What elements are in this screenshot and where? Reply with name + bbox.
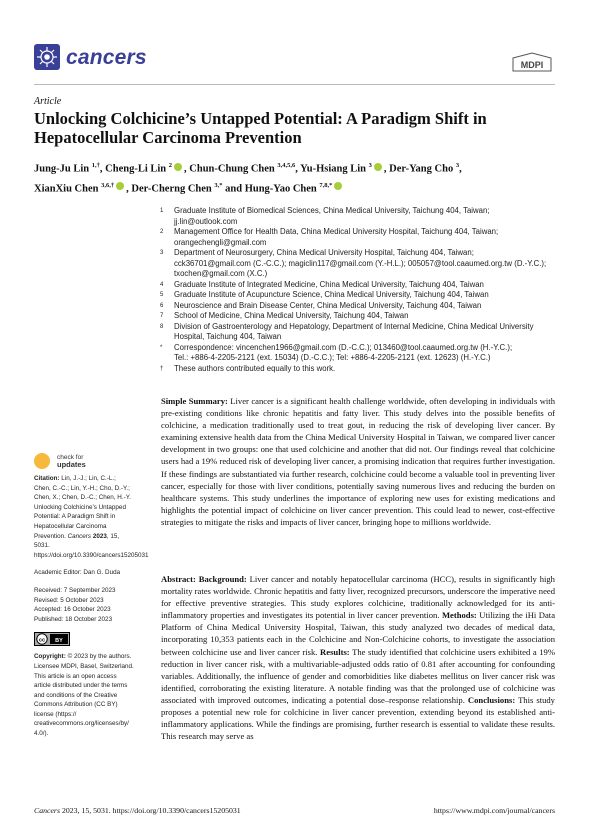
svg-text:cc: cc [38, 637, 46, 644]
author-separator: , [99, 163, 106, 175]
footer-journal-url[interactable]: https://www.mdpi.com/journal/cancers [433, 806, 555, 815]
orcid-icon[interactable] [174, 163, 182, 171]
affiliation-line: txochen@gmail.com (X.C.) [174, 269, 268, 278]
orcid-icon[interactable] [116, 182, 124, 190]
article-type: Article [34, 96, 62, 107]
author-name: Cheng-Li Lin [105, 163, 169, 175]
affiliation-line: Department of Neurosurgery, China Medical University Hospital, Taichung 404, Taiwan; [174, 248, 474, 257]
affiliation-item [160, 280, 555, 291]
citation-text: Lin, J.-J.; Lin, C.-L.; Chen, C.-C.; Lin, Y.-H.; Cho, D.-Y.; Chen, X.; Chen, D.-C.; Chen, H.-Y. Unlocking Colchicine’s Untapped Potential: A Paradigm Shift in Hepatocellular Carcinoma Prevention. [34, 475, 131, 540]
affiliation-number: 1 [160, 208, 164, 214]
author-name: Yu-Hsiang Lin [300, 163, 369, 175]
affiliation-number: 3 [160, 250, 164, 256]
affiliation-line: Division of Gastroenterology and Hepatology, Department of Internal Medicine, China Medical University [174, 321, 534, 331]
conclusions-label: Conclusions: [467, 694, 516, 705]
simple-summary-label: Simple Summary: [161, 396, 228, 406]
affiliation-line: Graduate Institute of Acupuncture Science, China Medical University, Taichung 404, Taiwan [174, 290, 489, 299]
conclusions-text: This study proposes a potential new role for colchicine in liver cancer prevention, extending beyond its established anti-inflammatory applications. While the findings are promising, further research is essential to validate these results. This research may serve as [161, 694, 555, 742]
academic-editor: Academic Editor: Dan G. Duda [34, 569, 121, 577]
author-name: Hung-Yao Chen [244, 183, 320, 194]
copyright-text: © 2023 by the authors. Licensee MDPI, Basel, Switzerland. This article is an open access article distributed under the terms and conditions of the Creative Commons Attribution (CC BY) license (https:// creativecommons.org/licenses/by/ 4.0/). [34, 653, 134, 738]
author-name: XianXiu Chen [34, 183, 102, 194]
affiliation-text [174, 290, 555, 301]
citation-label: Citation: [34, 475, 60, 482]
affiliation-item [160, 322, 555, 343]
affiliation-text [174, 343, 555, 364]
author-name: Der-Yang Cho [389, 163, 456, 175]
author-affiliation-marker: 7,8,* [319, 181, 333, 189]
simple-summary [161, 395, 555, 528]
author-name: Der-Cherng Chen [131, 183, 215, 194]
abstract [161, 573, 555, 742]
revised-date: Revised: 5 October 2023 [34, 596, 104, 604]
author-affiliation-marker: 2 [168, 162, 173, 169]
affiliation-item [160, 311, 555, 322]
affiliation-number: 4 [160, 281, 164, 288]
author-affiliation-marker: 3,6,† [101, 181, 115, 189]
affiliation-line: cck36701@gmail.com (C.-C.C.); magiclin117@gmail.com (Y.-H.L.); 005057@tool.caaumed.org.tw (D.-Y.C.); [174, 258, 547, 268]
affiliation-line: orangechengli@gmail.com [174, 237, 267, 247]
affiliation-number: * [160, 344, 163, 351]
accepted-date: Accepted: 16 October 2023 [34, 606, 111, 614]
author-name: Chun-Chung Chen [189, 163, 278, 175]
affiliation-number: 2 [160, 229, 164, 235]
affiliation-item [160, 248, 555, 280]
published-date: Published: 18 October 2023 [34, 615, 113, 623]
methods-label: Methods: [441, 610, 477, 621]
affiliation-text [174, 206, 555, 227]
check-for-updates-button[interactable] [34, 452, 114, 470]
citation-journal: Cancers [67, 532, 92, 540]
check-updates-line1: check for [57, 453, 84, 461]
header-divider [34, 84, 555, 85]
affiliation-item [160, 227, 555, 248]
affiliation-text [174, 364, 555, 375]
author-separator: , [295, 163, 301, 175]
simple-summary-text: Liver cancer is a significant health challenge worldwide, often developing in individuals with pre-existing conditions like chronic hepatitis and fatty liver. This study delves into the possible benefits of colchicine, a medication traditionally used to treat gout, in reducing the risk of developing liver cancer. By examining extensive health data from the China Medical University Hospital in Taiwan, we compared liver cancer development in two groups: one that used colchicine and another that did not. Our findings reveal that colchicine users had a 19% reduced risk of developing liver cancer, a promising indication that requires further investigation. If these findings are substantiated via further research, colchicine could become a valuable tool in preventing liver cancer, especially for those with liver conditions, potentially saving numerous lives and reducing the burden on healthcare systems. This study underlines the importance of exploring new uses for existing medications and highlights the potential impact of colchicine on liver cancer prevention. This could lead to newer, cost-effective strategies to mitigate the risks and impacts of liver cancer, bringing hope to millions worldwide. [161, 396, 555, 527]
citation-block [34, 474, 149, 560]
citation-tail[interactable]: , 15, 5031. https://doi.org/10.3390/cancers15205031 [34, 532, 149, 559]
author-affiliation-marker: 3,* [214, 181, 223, 189]
results-text: The study identified that colchicine users exhibited a 19% reduction in liver cancer risk, with a multivariable-adjusted odds ratio of 0.81 after accounting for confounding variables. Additionally, the influence of gender and comorbidities like diabetes mellitus on liver cancer risk was identified, corroborating the existing literature. A notable finding was that the prolonged use of colchicine was associated with improved outcomes, indicating a potential dose–response relationship. [161, 646, 555, 705]
affiliation-line: Hospital, Taichung 404, Taiwan [174, 332, 282, 341]
abstract-label: Abstract: [161, 574, 196, 584]
affiliation-line: Management Office for Health Data, China Medical University Hospital, Taichung 404, Taiwan; [174, 227, 499, 236]
affiliation-line: Graduate Institute of Integrated Medicine, China Medical University, Taichung 404, Taiwan [174, 279, 484, 289]
affiliation-line: These authors contributed equally to this work. [174, 363, 336, 373]
author-affiliation-marker: 1,† [91, 162, 100, 169]
article-title: Unlocking Colchicine’s Untapped Potential: A Paradigm Shift in Hepatocellular Carcinoma Prevention [34, 109, 487, 147]
affiliation-line: Graduate Institute of Biomedical Sciences, China Medical University, Taichung 404, Taiwan; [174, 206, 490, 215]
mdpi-logo-icon [509, 52, 555, 74]
author-affiliation-marker: 3,4,5,6 [277, 162, 296, 169]
affiliation-text [174, 311, 555, 322]
affiliation-line: Tel.: +886-4-2205-2121 (ext. 15034) (D.-C.C.); Tel: +886-4-2205-2121 (ext. 12623) (H.-Y.C.) [174, 353, 491, 362]
affiliation-text [174, 280, 555, 291]
affiliation-number: 6 [160, 302, 164, 309]
author-list [34, 158, 554, 197]
footer-ref[interactable]: 2023, 15, 5031. https://doi.org/10.3390/cancers15205031 [61, 806, 241, 815]
citation-year: 2023 [92, 532, 107, 540]
affiliation-number: 8 [160, 323, 164, 330]
copyright-block [34, 652, 134, 738]
affiliation-line: jj.lin@outlook.com [174, 216, 238, 226]
affiliation-line: Correspondence: vincenchen1966@gmail.com (D.-C.C.); 013460@tool.caaumed.org.tw (H.-Y.C.); [174, 342, 513, 352]
affiliation-line: School of Medicine, China Medical University, Taichung 404, Taiwan [174, 311, 409, 320]
check-updates-icon [34, 453, 50, 469]
orcid-icon[interactable] [334, 182, 342, 190]
footer-journal: Cancers [34, 806, 60, 815]
affiliation-number: 5 [160, 292, 164, 298]
received-date: Received: 7 September 2023 [34, 586, 116, 594]
affiliation-item [160, 301, 555, 312]
affiliation-item [160, 343, 555, 364]
copyright-label: Copyright: [34, 653, 66, 661]
dates-block [34, 586, 134, 624]
affiliations [160, 206, 555, 374]
affiliation-item [160, 290, 555, 301]
author-separator: , [459, 163, 462, 175]
affiliation-number: † [160, 365, 164, 372]
cc-by-license-icon[interactable] [34, 632, 70, 646]
article-sidebar [34, 474, 149, 747]
author-separator: , [383, 163, 390, 175]
background-text: Liver cancer and notably hepatocellular carcinoma (HCC), results in significantly high mortality rates worldwide. Chronic hepatitis and fatty liver, recognized precursors, underscore the imperative need for effective preventive strategies. This study explores colchicine, traditionally acknowledged for its anti-inflammatory properties and investigates its potential in liver cancer prevention. [161, 574, 555, 621]
affiliation-text [174, 227, 555, 248]
affiliation-text [174, 322, 555, 343]
orcid-icon[interactable] [374, 163, 382, 171]
author-name: Jung-Ju Lin [34, 163, 92, 175]
check-updates-line2: updates [57, 459, 86, 469]
author-affiliation-marker: 3 [455, 162, 460, 169]
affiliation-line: Neuroscience and Brain Disease Center, China Medical University, Taichung 404, Taiwan [174, 300, 482, 310]
footer-citation [34, 806, 241, 815]
author-affiliation-marker: 3 [368, 162, 372, 169]
affiliation-item [160, 364, 555, 375]
author-separator: and [222, 183, 245, 194]
affiliation-item [160, 206, 555, 227]
journal-logo-icon [34, 44, 60, 70]
affiliation-text [174, 301, 555, 312]
author-separator: , [184, 163, 190, 175]
affiliation-number: 7 [160, 313, 164, 319]
results-label: Results: [320, 646, 350, 657]
author-separator: , [126, 183, 132, 194]
methods-text: Utilizing the iHi Data Platform of China Medical University Hospital, Taiwan, this study analyzed two decades of medical data, incorporating 10,353 patients each in the Colchicine and Non-Colchicine cohorts, to investigate the association between colchicine use and liver cancer risk. [161, 610, 556, 657]
journal-name: cancers [66, 46, 147, 69]
svg-text:BY: BY [55, 638, 63, 645]
background-label: Background: [198, 574, 247, 584]
svg-text:MDPI: MDPI [520, 60, 544, 70]
affiliation-text [174, 248, 555, 280]
